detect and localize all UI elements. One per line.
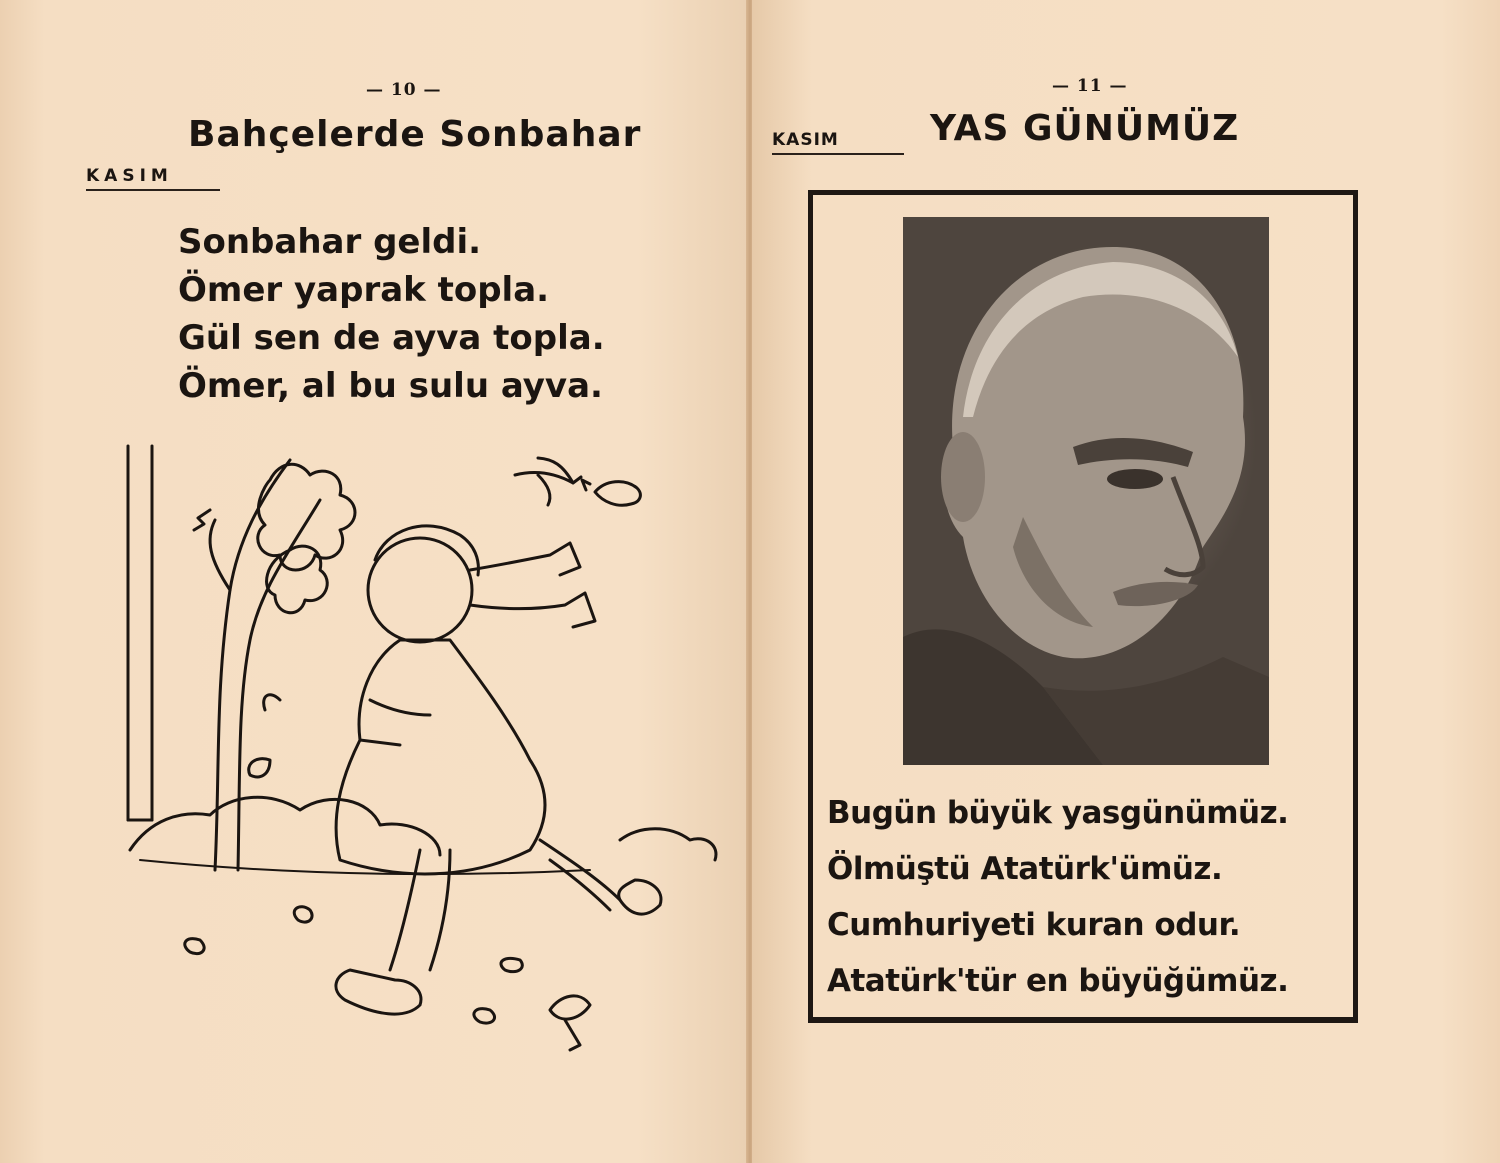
falling-leaf bbox=[474, 958, 522, 1023]
poem-line: Ömer yaprak topla. bbox=[178, 270, 550, 310]
falling-leaf bbox=[185, 907, 312, 954]
poem-line: Gül sen de ayva topla. bbox=[178, 318, 605, 358]
bush bbox=[130, 797, 440, 855]
tree-foliage bbox=[258, 464, 355, 570]
memorial-poem bbox=[827, 785, 1288, 1009]
girl-shoe bbox=[336, 970, 421, 1014]
bird-swallow bbox=[515, 458, 581, 505]
portrait-photo bbox=[903, 217, 1269, 765]
left-page bbox=[0, 0, 748, 1163]
girl-head bbox=[368, 538, 472, 642]
girl-autumn-illustration bbox=[120, 440, 720, 1060]
girl-braids bbox=[470, 543, 595, 627]
page-title: Bahçelerde Sonbahar bbox=[188, 114, 642, 155]
page-number: — 11 — bbox=[1052, 76, 1128, 96]
falling-leaf bbox=[249, 695, 280, 777]
poem-line: Atatürk'tür en büyüğümüz. bbox=[827, 963, 1289, 999]
poem-line: Sonbahar geldi. bbox=[178, 222, 482, 262]
poem bbox=[178, 218, 605, 410]
poem-line: Cumhuriyeti kuran odur. bbox=[827, 907, 1241, 943]
page-title: YAS GÜNÜMÜZ bbox=[930, 108, 1240, 149]
memorial-frame bbox=[808, 190, 1358, 1023]
girl-legs bbox=[390, 850, 450, 970]
portrait-figure bbox=[903, 217, 1269, 765]
bird-small bbox=[582, 480, 640, 505]
poem-line: Ölmüştü Atatürk'ümüz. bbox=[827, 851, 1223, 887]
girl-dress bbox=[336, 640, 545, 874]
girl-shoe bbox=[619, 880, 661, 914]
poem-line: Ömer, al bu sulu ayva. bbox=[178, 366, 603, 406]
month-label: KASIM bbox=[86, 166, 220, 191]
tree-trunk bbox=[215, 460, 290, 870]
poem-line: Bugün büyük yasgünümüz. bbox=[827, 795, 1289, 831]
flower bbox=[550, 996, 590, 1050]
month-label: KASIM bbox=[772, 130, 904, 155]
page-number: — 10 — bbox=[366, 80, 442, 100]
right-page bbox=[752, 0, 1500, 1163]
